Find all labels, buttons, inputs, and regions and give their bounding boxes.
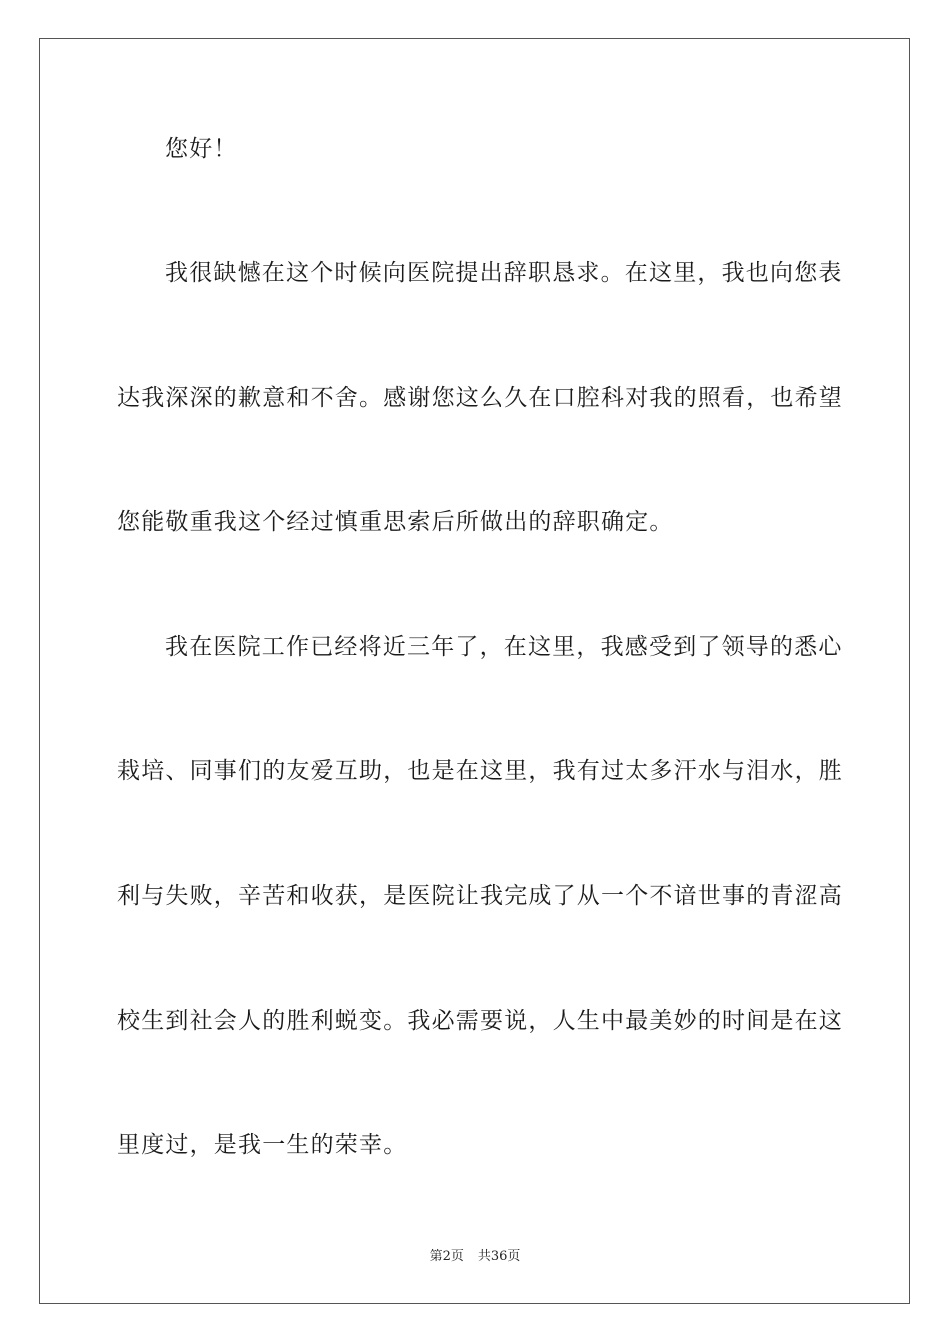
paragraph-2-line-4: 校生到社会人的胜利蜕变。我必需要说，人生中最美妙的时间是在这 xyxy=(117,1008,843,1034)
paragraph-1-line-1: 我很缺憾在这个时候向医院提出辞职恳求。在这里，我也向您表 xyxy=(165,260,843,286)
greeting: 您好！ xyxy=(165,136,238,162)
paragraph-2-line-5: 里度过，是我一生的荣幸。 xyxy=(117,1132,408,1158)
paragraph-2-line-2: 栽培、同事们的友爱互助，也是在这里，我有过太多汗水与泪水，胜 xyxy=(117,758,843,784)
page-border xyxy=(39,38,910,1304)
paragraph-2-line-1: 我在医院工作已经将近三年了，在这里，我感受到了领导的悉心 xyxy=(165,634,843,660)
paragraph-1-line-3: 您能敬重我这个经过慎重思索后所做出的辞职确定。 xyxy=(117,509,674,535)
page-total: 共36页 xyxy=(477,1249,521,1264)
page-number: 第2页 xyxy=(429,1249,464,1264)
paragraph-2-line-3: 利与失败，辛苦和收获，是医院让我完成了从一个不谙世事的青涩高 xyxy=(117,883,843,909)
paragraph-1-line-2: 达我深深的歉意和不舍。感谢您这么久在口腔科对我的照看，也希望 xyxy=(117,385,843,411)
page-footer xyxy=(0,1248,950,1266)
